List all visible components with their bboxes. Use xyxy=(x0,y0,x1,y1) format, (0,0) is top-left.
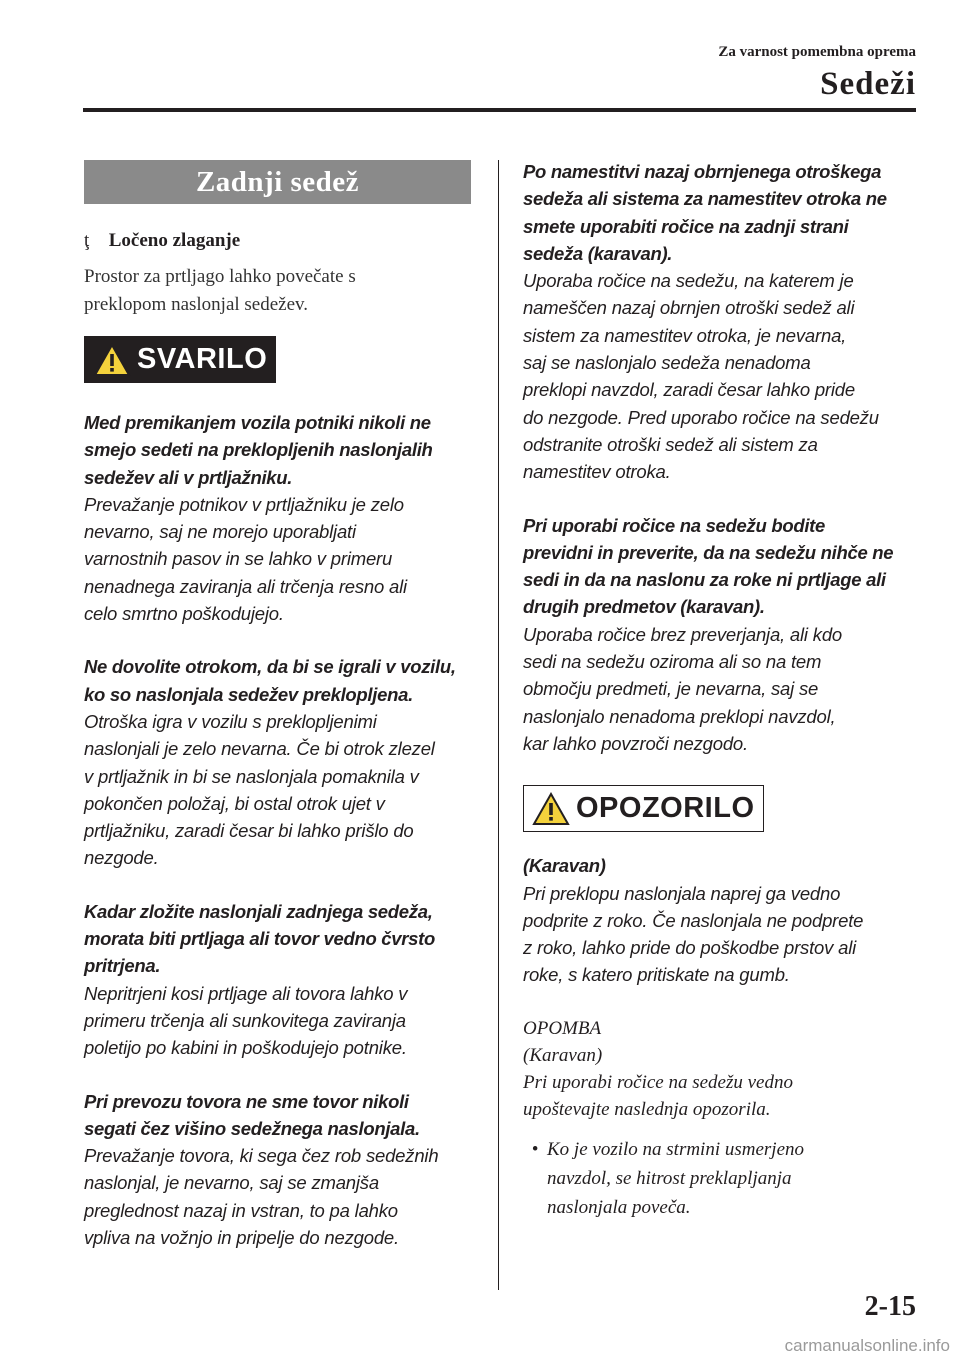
note-line: upoštevajte naslednja opozorila. xyxy=(523,1098,771,1120)
note-line: Pri uporabi ročice na sedežu vedno xyxy=(523,1071,793,1093)
para-line: naslonjalo nenadoma preklopi navzdol, xyxy=(523,705,836,727)
warning-paragraph xyxy=(84,409,474,627)
para-line: poletijo po kabini in poškodujejo potnike. xyxy=(84,1037,407,1059)
subhead-marker: ţ xyxy=(84,230,90,251)
para-bold-line: previdni in preverite, da na sedežu nihče ne xyxy=(523,541,894,563)
para-line: namestitev otroka. xyxy=(523,461,671,483)
warning-paragraph xyxy=(523,512,923,758)
note-item-line: navzdol, se hitrost preklapljanja xyxy=(547,1167,792,1189)
para-bold-line: Pri prevozu tovora ne sme tovor nikoli xyxy=(84,1090,409,1112)
para-bold-line: Ne dovolite otrokom, da bi se igrali v vozilu, xyxy=(84,656,456,678)
para-bold-line: drugih predmetov (karavan). xyxy=(523,596,765,618)
para-line: varnostnih pasov in se lahko v primeru xyxy=(84,548,393,570)
para-line: Pri preklopu naslonjala naprej ga vedno xyxy=(523,882,841,904)
para-line: vpliva na vožnjo in pripelje do nezgode. xyxy=(84,1227,399,1249)
warning-badge xyxy=(84,336,276,383)
para-line: naslonjal, je nevarno, saj se zmanjša xyxy=(84,1172,379,1194)
para-line: Prevažanje potnikov v prtljažniku je zelo xyxy=(84,493,404,515)
para-bold-line: Po namestitvi nazaj obrnjenega otroškega xyxy=(523,161,882,182)
para-line: preklopi navzdol, zaradi česar lahko pride xyxy=(523,379,855,401)
para-line: roke, s katero pritiskate na gumb. xyxy=(523,964,790,986)
watermark: carmanualsonline.info xyxy=(784,1336,950,1355)
para-bold-line: Kadar zložite naslonjali zadnjega sedeža, xyxy=(84,900,433,922)
para-line: nameščen nazaj obrnjen otroški sedež ali xyxy=(523,297,855,319)
bullet: • xyxy=(531,1138,539,1160)
para-bold-line: smete uporabiti ročice na zadnji strani xyxy=(523,215,849,237)
note-list-item xyxy=(523,1135,923,1222)
para-line: v prtljažnik in bi se naslonjala pomaknila v xyxy=(84,765,419,787)
para-line: primeru trčenja ali sunkovitega zaviranja xyxy=(84,1009,406,1031)
para-line: kar lahko povzroči nezgodo. xyxy=(523,732,748,754)
para-line: Uporaba ročice na sedežu, na katerem je xyxy=(523,270,854,292)
para-bold-line: sedežev ali v prtljažniku. xyxy=(84,466,293,488)
para-line: naslonjali je zelo nevarna. Če bi otrok zlezel xyxy=(84,738,435,760)
warning-triangle-icon xyxy=(532,792,570,826)
note-item-line: Ko je vozilo na strmini usmerjeno xyxy=(547,1138,805,1160)
note-item-line: naslonjala poveča. xyxy=(547,1196,691,1218)
warning-label: SVARILO xyxy=(137,343,268,375)
para-bold-line: morata biti prtljaga ali tovor vedno čvrsto xyxy=(84,928,436,950)
warning-paragraph xyxy=(84,898,474,1062)
intro-line: Prostor za prtljago lahko povečate s xyxy=(84,266,356,287)
para-line: prtljažniku, zaradi česar bi lahko prišlo do xyxy=(84,820,414,842)
para-line: Nepritrjeni kosi prtljage ali tovora lahko v xyxy=(84,982,408,1004)
intro-text xyxy=(84,263,474,319)
para-line: saj se naslonjalo sedeža nenadoma xyxy=(523,352,811,374)
para-line: odstranite otroški sedež ali sistem za xyxy=(523,433,818,455)
note-block xyxy=(523,1015,923,1222)
para-line: celo smrtno poškodujejo. xyxy=(84,603,284,625)
subsection-heading xyxy=(84,230,474,252)
section-title: Za varnost pomembna oprema xyxy=(718,44,916,60)
note-title: OPOMBA xyxy=(523,1017,602,1039)
subhead-text: Ločeno zlaganje xyxy=(108,230,241,251)
para-line: nevarno, saj ne morejo uporabljati xyxy=(84,521,356,543)
para-line: sedi na sedežu oziroma ali so na tem xyxy=(523,651,822,673)
para-line: preglednost nazaj in vstran, to pa lahko xyxy=(84,1199,398,1221)
para-line: do nezgode. Pred uporabo ročice na sedežu xyxy=(523,406,879,428)
para-line: Uporaba ročice brez preverjanja, ali kdo xyxy=(523,623,843,645)
para-bold-line: sedi in da na naslonu za roke ni prtljage ali xyxy=(523,569,886,591)
para-bold-line: (Karavan) xyxy=(523,855,606,877)
caution-badge xyxy=(523,785,764,832)
para-bold-line: Med premikanjem vozila potniki nikoli ne xyxy=(84,412,431,433)
intro-line: preklopom naslonjal sedežev. xyxy=(84,294,309,315)
para-line: nezgode. xyxy=(84,847,159,869)
para-bold-line: ko so naslonjala sedežev preklopljena. xyxy=(84,683,413,705)
warning-paragraph xyxy=(84,653,474,871)
caution-paragraph xyxy=(523,852,923,988)
para-bold-line: sedeža (karavan). xyxy=(523,242,673,264)
para-line: območju predmeti, je nevarna, saj se xyxy=(523,678,819,700)
para-line: Otroška igra v vozilu s preklopljenimi xyxy=(84,710,377,732)
para-bold-line: Pri uporabi ročice na sedežu bodite xyxy=(523,514,826,536)
para-line: sistem za namestitev otroka, je nevarna, xyxy=(523,324,847,346)
right-column xyxy=(523,158,923,1222)
caution-label: OPOZORILO xyxy=(576,792,755,825)
note-subtitle: (Karavan) xyxy=(523,1044,603,1066)
column-divider xyxy=(498,160,499,1290)
para-line: z roko, lahko pride do poškodbe prstov ali xyxy=(523,937,857,959)
para-line: nenadnega zaviranja ali trčenja resno ali xyxy=(84,575,407,597)
section-banner: Zadnji sedež xyxy=(84,160,471,204)
para-bold-line: sedeža ali sistema za namestitev otroka ne xyxy=(523,188,887,210)
para-line: Prevažanje tovora, ki sega čez rob sedežnih xyxy=(84,1145,439,1167)
warning-paragraph xyxy=(523,158,923,486)
warning-paragraph xyxy=(84,1088,474,1252)
warning-triangle-icon xyxy=(93,343,131,377)
para-bold-line: pritrjena. xyxy=(84,955,161,977)
header-rule xyxy=(83,108,916,112)
page-title: Sedeži xyxy=(820,66,916,102)
para-bold-line: smejo sedeti na preklopljenih naslonjalih xyxy=(84,439,433,461)
para-line: pokončen položaj, bi ostal otrok ujet v xyxy=(84,792,385,814)
para-line: podprite z roko. Če naslonjala ne podprete xyxy=(523,909,864,931)
left-column xyxy=(84,160,474,1251)
para-bold-line: segati čez višino sedežnega naslonjala. xyxy=(84,1117,420,1139)
page-number: 2-15 xyxy=(864,1291,916,1322)
